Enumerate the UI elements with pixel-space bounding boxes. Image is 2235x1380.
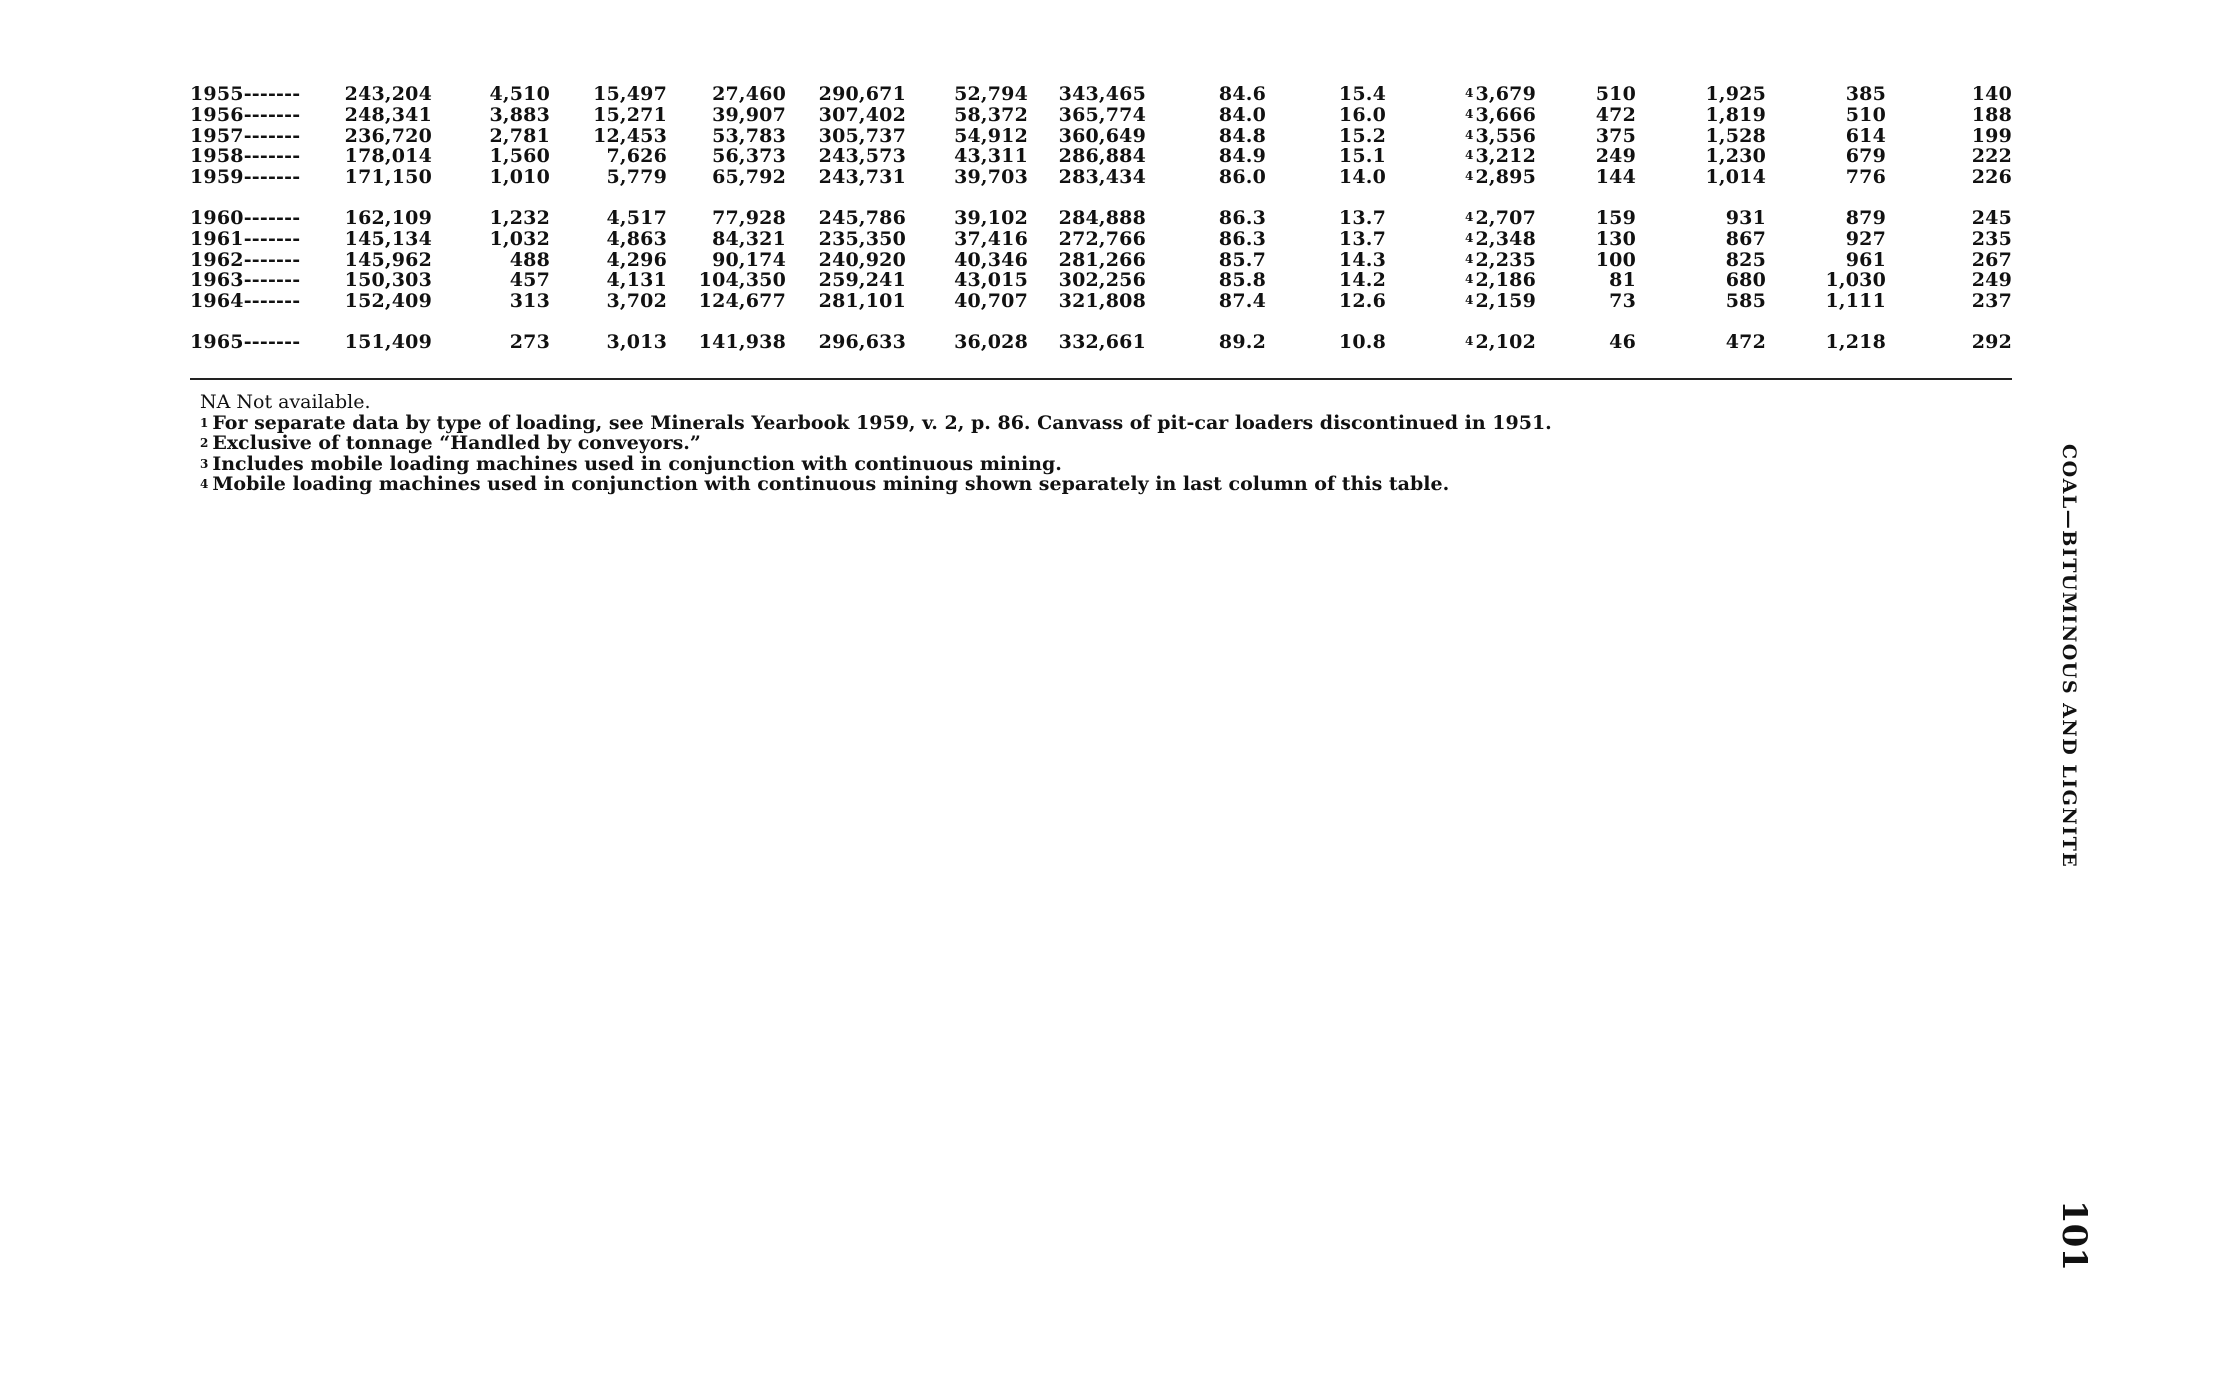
table-row <box>190 332 2012 353</box>
value-cell: 54,912 <box>954 124 1028 147</box>
value-cell: 90,174 <box>712 248 786 271</box>
value-cell: 81 <box>1609 269 1636 292</box>
value-cell: 472 <box>1725 330 1766 353</box>
page-number: 101 <box>2054 1200 2094 1271</box>
leader-dots: ------- <box>243 145 301 168</box>
value-cell: 222 <box>1971 145 2012 168</box>
value-cell <box>1386 208 1536 229</box>
cell-value: 2,186 <box>1475 269 1536 292</box>
footnote-reference: 4 <box>1464 272 1474 287</box>
value-cell: 43,015 <box>954 269 1028 292</box>
footnote-reference: 4 <box>1464 169 1474 184</box>
year-label: 1955 <box>190 83 244 105</box>
value-cell: 313 <box>509 290 550 313</box>
footnote-2 <box>200 433 1900 454</box>
value-cell: 65,792 <box>712 166 786 189</box>
value-cell: 43,311 <box>954 145 1028 168</box>
value-cell: 1,111 <box>1825 290 1886 313</box>
value-cell: 73 <box>1609 290 1636 313</box>
value-cell: 290,671 <box>818 83 906 105</box>
value-cell: 10.8 <box>1338 330 1386 353</box>
value-cell: 13.7 <box>1338 227 1386 250</box>
value-cell: 188 <box>1971 103 2012 126</box>
table-row <box>190 229 2012 250</box>
cell-value: 3,212 <box>1475 145 1536 168</box>
footnote-mark: 4 <box>200 477 209 491</box>
value-cell: 243,573 <box>818 145 906 168</box>
value-cell: 249 <box>1595 145 1636 168</box>
leader-dots: ------- <box>243 206 301 229</box>
year-label: 1964 <box>190 290 244 313</box>
value-cell: 321,808 <box>1058 290 1146 313</box>
value-cell: 40,346 <box>954 248 1028 271</box>
value-cell: 36,028 <box>954 330 1028 353</box>
value-cell: 1,560 <box>489 145 550 168</box>
value-cell: 235 <box>1971 227 2012 250</box>
value-cell: 159 <box>1595 206 1636 229</box>
value-cell: 927 <box>1845 227 1886 250</box>
value-cell <box>1386 167 1536 188</box>
footnote-4 <box>200 474 1900 495</box>
value-cell: 151,409 <box>344 330 432 353</box>
cell-value: 3,666 <box>1475 103 1536 126</box>
value-cell: 385 <box>1845 83 1886 105</box>
year-cell <box>190 84 310 105</box>
year-cell <box>190 146 310 167</box>
footnote-reference: 4 <box>1464 209 1474 224</box>
value-cell: 825 <box>1725 248 1766 271</box>
value-cell: 39,703 <box>954 166 1028 189</box>
value-cell: 178,014 <box>344 145 432 168</box>
value-cell: 86.3 <box>1218 227 1266 250</box>
value-cell: 472 <box>1595 103 1636 126</box>
footnote-reference: 4 <box>1464 127 1474 142</box>
table-row <box>190 291 2012 312</box>
value-cell: 100 <box>1595 248 1636 271</box>
value-cell: 53,783 <box>712 124 786 147</box>
value-cell: 12.6 <box>1338 290 1386 313</box>
year-cell <box>190 291 310 312</box>
table-row <box>190 167 2012 188</box>
year-label: 1958 <box>190 145 244 168</box>
leader-dots: ------- <box>243 166 301 189</box>
value-cell: 1,925 <box>1705 83 1766 105</box>
year-label: 1960 <box>190 206 244 229</box>
year-label: 1956 <box>190 103 244 126</box>
leader-dots: ------- <box>243 103 301 126</box>
value-cell: 243,204 <box>344 83 432 105</box>
year-label: 1959 <box>190 166 244 189</box>
value-cell: 39,907 <box>712 103 786 126</box>
value-cell: 236,720 <box>344 124 432 147</box>
footnote-text: For separate data by type of loading, see Minerals Yearbook 1959, v. 2, p. 86. Canvass of pit-car loaders discontinued in 1951. <box>212 411 1552 434</box>
value-cell <box>1386 250 1536 271</box>
value-cell: 171,150 <box>344 166 432 189</box>
value-cell <box>1386 105 1536 126</box>
footnote-mark: 2 <box>200 436 209 450</box>
cell-value: 2,348 <box>1475 227 1536 250</box>
value-cell: 305,737 <box>818 124 906 147</box>
value-cell: 307,402 <box>818 103 906 126</box>
table-body <box>190 84 2012 353</box>
value-cell: 144 <box>1595 166 1636 189</box>
footnote-reference: 4 <box>1464 230 1474 245</box>
footnote-text: Mobile loading machines used in conjunction with continuous mining shown separately in last column of this table. <box>212 473 1450 495</box>
value-cell: 87.4 <box>1218 290 1266 313</box>
running-head: COAL—BITUMINOUS AND LIGNITE <box>2058 444 2080 869</box>
value-cell: 40,707 <box>954 290 1028 313</box>
year-cell <box>190 105 310 126</box>
value-cell: 89.2 <box>1218 330 1266 353</box>
value-cell <box>1386 291 1536 312</box>
value-cell: 457 <box>509 269 550 292</box>
value-cell: 15.4 <box>1338 83 1386 105</box>
footnote-reference: 4 <box>1464 86 1474 100</box>
year-label: 1963 <box>190 269 244 292</box>
table-row <box>190 84 2012 105</box>
value-cell: 281,101 <box>818 290 906 313</box>
leader-dots: ------- <box>243 330 301 353</box>
table-row <box>190 146 2012 167</box>
value-cell: 245,786 <box>818 206 906 229</box>
footnote-mark: 1 <box>200 415 209 430</box>
year-cell <box>190 208 310 229</box>
value-cell: 1,218 <box>1825 330 1886 353</box>
value-cell <box>1386 332 1536 353</box>
value-cell: 267 <box>1971 248 2012 271</box>
cell-value: 2,895 <box>1475 166 1536 189</box>
value-cell: 343,465 <box>1058 83 1146 105</box>
value-cell: 15.2 <box>1338 124 1386 147</box>
value-cell: 37,416 <box>954 227 1028 250</box>
value-cell: 124,677 <box>698 290 786 313</box>
footnote-reference: 4 <box>1464 148 1474 163</box>
value-cell: 58,372 <box>954 103 1028 126</box>
cell-value: 3,679 <box>1475 83 1536 105</box>
cell-value: 2,235 <box>1475 248 1536 271</box>
value-cell: 248,341 <box>344 103 432 126</box>
year-cell <box>190 250 310 271</box>
value-cell <box>1386 126 1536 147</box>
value-cell: 4,296 <box>606 248 667 271</box>
table-row <box>190 270 2012 291</box>
value-cell: 365,774 <box>1058 103 1146 126</box>
footnote-na: NA Not available. <box>200 391 371 413</box>
footnote-text: Exclusive of tonnage “Handled by conveyors.” <box>212 432 701 454</box>
value-cell: 141,938 <box>698 330 786 353</box>
footnote-reference: 4 <box>1464 293 1474 308</box>
footnote-3 <box>200 454 1900 475</box>
value-cell: 867 <box>1725 227 1766 250</box>
value-cell: 15,271 <box>593 103 667 126</box>
value-cell: 3,883 <box>489 103 550 126</box>
value-cell: 15,497 <box>593 83 667 105</box>
year-cell <box>190 167 310 188</box>
year-cell <box>190 229 310 250</box>
value-cell: 14.3 <box>1338 248 1386 271</box>
table-row <box>190 208 2012 229</box>
footnotes <box>200 392 1900 495</box>
value-cell: 84,321 <box>712 227 786 250</box>
value-cell: 296,633 <box>818 330 906 353</box>
value-cell: 1,010 <box>489 166 550 189</box>
value-cell: 1,230 <box>1705 145 1766 168</box>
table-row <box>190 126 2012 147</box>
value-cell: 4,863 <box>606 227 667 250</box>
value-cell: 104,350 <box>698 269 786 292</box>
value-cell: 150,303 <box>344 269 432 292</box>
value-cell: 272,766 <box>1058 227 1146 250</box>
footnote-reference: 4 <box>1464 333 1474 348</box>
value-cell: 240,920 <box>818 248 906 271</box>
value-cell: 284,888 <box>1058 206 1146 229</box>
value-cell: 85.8 <box>1218 269 1266 292</box>
year-label: 1957 <box>190 124 244 147</box>
footnote-reference: 4 <box>1464 251 1474 266</box>
value-cell: 84.8 <box>1218 124 1266 147</box>
value-cell: 292 <box>1971 330 2012 353</box>
value-cell: 286,884 <box>1058 145 1146 168</box>
value-cell: 46 <box>1609 330 1636 353</box>
footnote-reference: 4 <box>1464 106 1474 121</box>
value-cell: 199 <box>1971 124 2012 147</box>
value-cell <box>1386 84 1536 105</box>
value-cell: 931 <box>1725 206 1766 229</box>
value-cell: 84.6 <box>1218 83 1266 105</box>
value-cell: 84.9 <box>1218 145 1266 168</box>
value-cell: 281,266 <box>1058 248 1146 271</box>
footnote-1 <box>200 413 1900 434</box>
footnote-mark: 3 <box>200 456 209 471</box>
year-label: 1961 <box>190 227 244 250</box>
table-row <box>190 250 2012 271</box>
value-cell: 259,241 <box>818 269 906 292</box>
value-cell: 243,731 <box>818 166 906 189</box>
footnote-text: Includes mobile loading machines used in conjunction with continuous mining. <box>212 452 1062 475</box>
value-cell: 12,453 <box>593 124 667 147</box>
value-cell: 39,102 <box>954 206 1028 229</box>
group-spacer <box>190 188 2012 208</box>
value-cell <box>1386 229 1536 250</box>
value-cell: 585 <box>1725 290 1766 313</box>
value-cell: 679 <box>1845 145 1886 168</box>
leader-dots: ------- <box>243 227 301 250</box>
value-cell <box>1386 146 1536 167</box>
value-cell: 4,517 <box>606 206 667 229</box>
value-cell: 302,256 <box>1058 269 1146 292</box>
leader-dots: ------- <box>243 269 301 292</box>
value-cell: 16.0 <box>1338 103 1386 126</box>
leader-dots: ------- <box>243 290 301 313</box>
value-cell: 235,350 <box>818 227 906 250</box>
value-cell <box>1386 270 1536 291</box>
value-cell: 614 <box>1845 124 1886 147</box>
value-cell: 375 <box>1595 124 1636 147</box>
year-label: 1965 <box>190 330 244 353</box>
value-cell: 5,779 <box>606 166 667 189</box>
value-cell: 14.2 <box>1338 269 1386 292</box>
leader-dots: ------- <box>243 83 301 105</box>
value-cell: 1,819 <box>1705 103 1766 126</box>
value-cell: 130 <box>1595 227 1636 250</box>
year-cell <box>190 126 310 147</box>
cell-value: 2,102 <box>1475 330 1536 353</box>
value-cell: 332,661 <box>1058 330 1146 353</box>
leader-dots: ------- <box>243 124 301 147</box>
year-cell <box>190 332 310 353</box>
year-cell <box>190 270 310 291</box>
value-cell: 1,528 <box>1705 124 1766 147</box>
table-bottom-rule <box>190 378 2012 380</box>
value-cell: 510 <box>1845 103 1886 126</box>
value-cell: 4,131 <box>606 269 667 292</box>
value-cell: 3,702 <box>606 290 667 313</box>
value-cell: 1,032 <box>489 227 550 250</box>
value-cell: 245 <box>1971 206 2012 229</box>
value-cell: 283,434 <box>1058 166 1146 189</box>
value-cell: 145,134 <box>344 227 432 250</box>
value-cell: 1,014 <box>1705 166 1766 189</box>
value-cell: 14.0 <box>1338 166 1386 189</box>
value-cell: 15.1 <box>1338 145 1386 168</box>
table-row <box>190 105 2012 126</box>
value-cell: 145,962 <box>344 248 432 271</box>
value-cell: 249 <box>1971 269 2012 292</box>
cell-value: 2,707 <box>1475 206 1536 229</box>
value-cell: 13.7 <box>1338 206 1386 229</box>
value-cell: 4,510 <box>489 83 550 105</box>
value-cell: 86.0 <box>1218 166 1266 189</box>
value-cell: 56,373 <box>712 145 786 168</box>
value-cell: 85.7 <box>1218 248 1266 271</box>
cell-value: 3,556 <box>1475 124 1536 147</box>
value-cell: 86.3 <box>1218 206 1266 229</box>
value-cell: 273 <box>509 330 550 353</box>
value-cell: 140 <box>1971 83 2012 105</box>
value-cell: 1,030 <box>1825 269 1886 292</box>
value-cell: 162,109 <box>344 206 432 229</box>
value-cell: 27,460 <box>712 83 786 105</box>
value-cell: 84.0 <box>1218 103 1266 126</box>
value-cell: 226 <box>1971 166 2012 189</box>
leader-dots: ------- <box>243 248 301 271</box>
value-cell: 1,232 <box>489 206 550 229</box>
value-cell: 510 <box>1595 83 1636 105</box>
value-cell: 879 <box>1845 206 1886 229</box>
value-cell: 961 <box>1845 248 1886 271</box>
group-spacer <box>190 312 2012 332</box>
value-cell: 488 <box>509 248 550 271</box>
value-cell: 7,626 <box>606 145 667 168</box>
value-cell: 360,649 <box>1058 124 1146 147</box>
value-cell: 52,794 <box>954 83 1028 105</box>
value-cell: 3,013 <box>606 330 667 353</box>
value-cell: 776 <box>1845 166 1886 189</box>
value-cell: 680 <box>1725 269 1766 292</box>
value-cell: 77,928 <box>712 206 786 229</box>
value-cell: 2,781 <box>489 124 550 147</box>
data-table <box>190 84 2012 353</box>
value-cell: 237 <box>1971 290 2012 313</box>
cell-value: 2,159 <box>1475 290 1536 313</box>
value-cell: 152,409 <box>344 290 432 313</box>
year-label: 1962 <box>190 248 244 271</box>
